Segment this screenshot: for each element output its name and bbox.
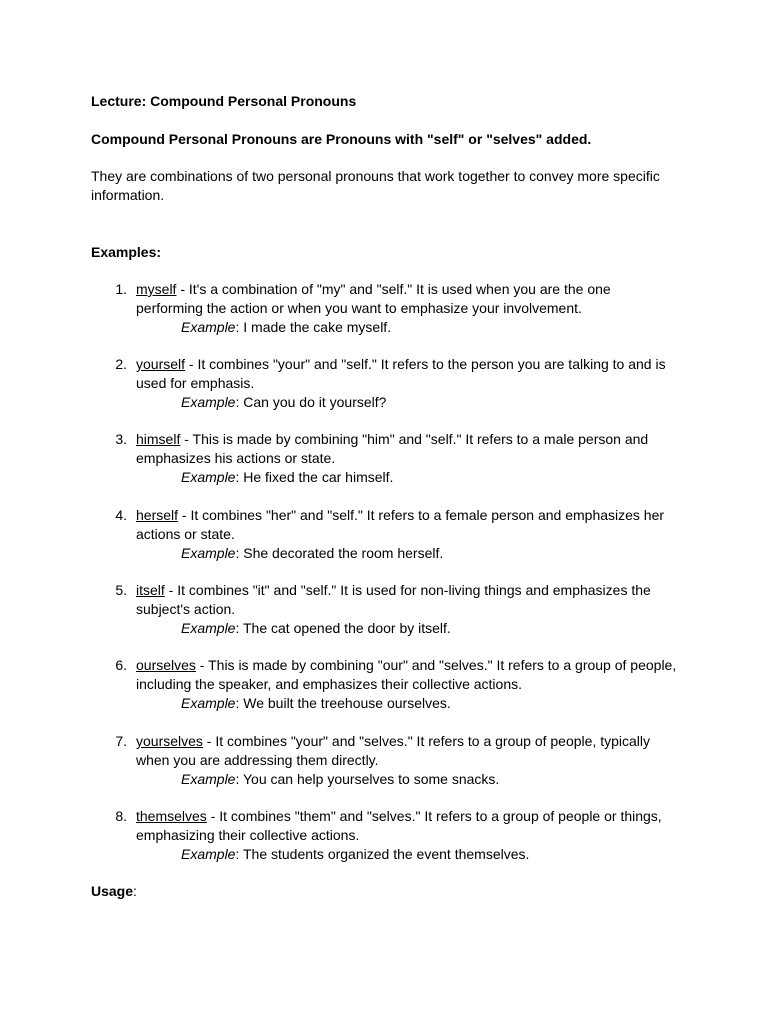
pronoun-description: - It combines "it" and "self." It is used for non-living things and emphasizes the subject's action.	[136, 582, 651, 617]
example-label: Example	[181, 545, 236, 561]
list-number: 7.	[115, 733, 127, 749]
examples-heading: Examples:	[91, 244, 162, 260]
example-sentence: : I made the cake myself.	[235, 319, 392, 335]
lecture-title: Lecture: Compound Personal Pronouns	[91, 93, 357, 109]
list-item-body	[136, 506, 681, 563]
example-sentence: : Can you do it yourself?	[235, 394, 387, 410]
pronoun-term: yourself	[136, 356, 186, 372]
example-label: Example	[181, 319, 236, 335]
list-number: 3.	[115, 431, 127, 447]
pronoun-description: - It combines "them" and "selves." It refers to a group of people or things, emphasizing their collective actions.	[136, 808, 662, 843]
example-sentence: : You can help yourselves to some snacks.	[235, 771, 500, 787]
list-item-body	[136, 656, 681, 713]
example-line	[136, 544, 681, 563]
list-item-body	[136, 280, 681, 337]
pronoun-term: ourselves	[136, 657, 196, 673]
pronoun-description: - It combines "your" and "self." It refers to the person you are talking to and is used for emphasis.	[136, 356, 666, 391]
example-sentence: : The students organized the event themselves.	[235, 846, 530, 862]
pronoun-term: itself	[136, 582, 165, 598]
example-label: Example	[181, 771, 236, 787]
example-line	[136, 770, 681, 789]
example-line	[136, 468, 681, 487]
example-line	[136, 845, 681, 864]
example-label: Example	[181, 469, 236, 485]
pronoun-description: - This is made by combining "him" and "self." It refers to a male person and emphasizes his actions or state.	[136, 431, 649, 466]
example-sentence: : He fixed the car himself.	[235, 469, 394, 485]
example-label: Example	[181, 846, 236, 862]
example-line	[136, 619, 681, 638]
usage-label: Usage	[91, 883, 134, 899]
example-sentence: : The cat opened the door by itself.	[235, 620, 451, 636]
intro-paragraph: They are combinations of two personal pronouns that work together to convey more specific information.	[91, 168, 660, 203]
usage-colon: :	[133, 883, 137, 899]
list-item-body	[136, 355, 681, 412]
list-number: 1.	[115, 281, 127, 297]
example-line	[136, 318, 681, 337]
example-line	[136, 694, 681, 713]
list-number: 2.	[115, 356, 127, 372]
pronoun-term: themselves	[136, 808, 207, 824]
document-subtitle: Compound Personal Pronouns are Pronouns with "self" or "selves" added.	[91, 131, 592, 147]
example-sentence: : She decorated the room herself.	[235, 545, 444, 561]
list-number: 8.	[115, 808, 127, 824]
list-item-body	[136, 581, 681, 638]
pronoun-term: myself	[136, 281, 177, 297]
pronoun-term: yourselves	[136, 733, 203, 749]
list-item-body	[136, 732, 681, 789]
example-line	[136, 393, 681, 412]
list-number: 4.	[115, 507, 127, 523]
pronoun-description: - It's a combination of "my" and "self." It is used when you are the one performing the action or when you want to emphasize your involvement.	[136, 281, 611, 316]
list-number: 6.	[115, 657, 127, 673]
list-number: 5.	[115, 582, 127, 598]
usage-heading	[91, 882, 681, 901]
example-label: Example	[181, 695, 236, 711]
list-item-body	[136, 430, 681, 487]
example-label: Example	[181, 620, 236, 636]
list-item-body	[136, 807, 681, 864]
pronoun-description: - It combines "your" and "selves." It refers to a group of people, typically when you are addressing them directly.	[136, 733, 651, 768]
pronoun-term: herself	[136, 507, 179, 523]
example-sentence: : We built the treehouse ourselves.	[235, 695, 451, 711]
pronoun-description: - This is made by combining "our" and "selves." It refers to a group of people, including the speaker, and emphasizes their collective actions.	[136, 657, 677, 692]
pronoun-description: - It combines "her" and "self." It refers to a female person and emphasizes her actions or state.	[136, 507, 665, 542]
example-label: Example	[181, 394, 236, 410]
pronoun-term: himself	[136, 431, 181, 447]
